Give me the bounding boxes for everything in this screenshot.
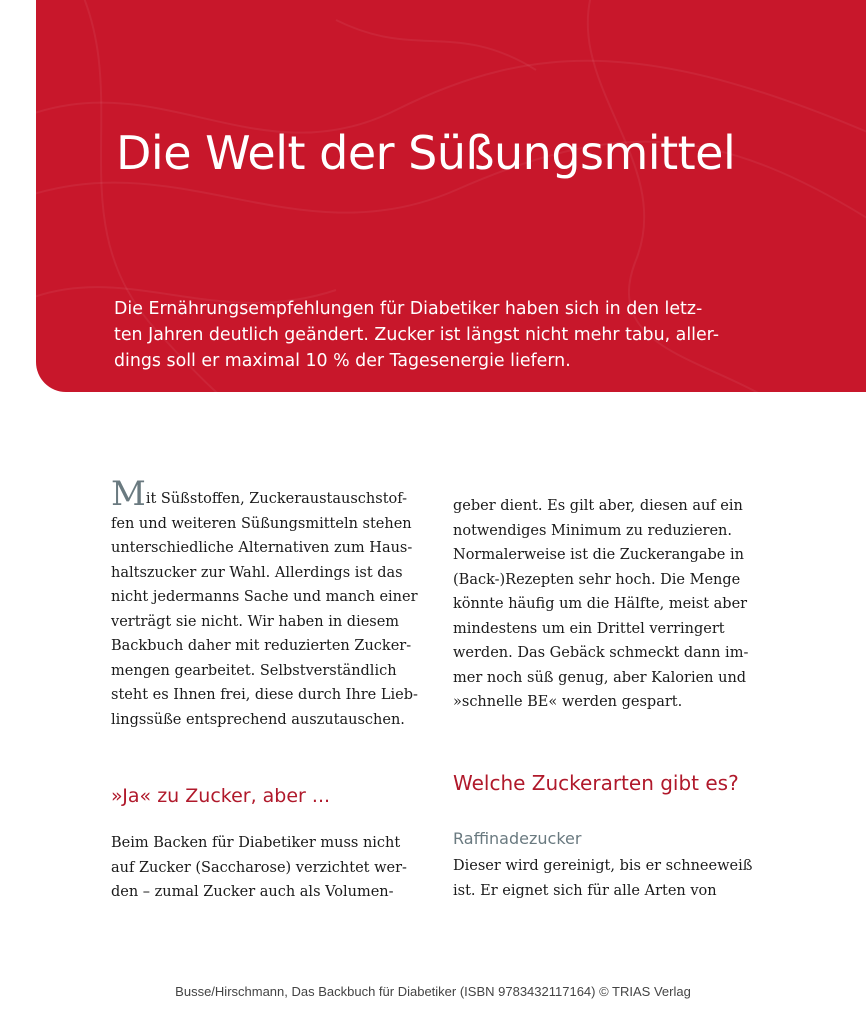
body-line: »schnelle BE« werden gespart.: [453, 694, 683, 710]
body-line: den – zumal Zucker auch als Volumen-: [111, 884, 394, 900]
body-line: könnte häufig um die Hälfte, meist aber: [453, 596, 748, 612]
body-line: geber dient. Es gilt aber, diesen auf ein: [453, 498, 743, 514]
body-line: Beim Backen für Diabetiker muss nicht: [111, 835, 401, 851]
lead-line: Die Ernährungsempfehlungen für Diabetiker haben sich in den letz-: [114, 299, 703, 319]
intro-line: mengen gearbeitet. Selbstverständlich: [111, 662, 397, 679]
intro-line: steht es Ihnen frei, diese durch Ihre Lieb-: [111, 687, 418, 703]
intro-line: haltszucker zur Wahl. Allerdings ist das: [111, 564, 403, 581]
lead-paragraph: [114, 296, 814, 374]
intro-line: verträgt sie nicht. Wir haben in diesem: [111, 613, 400, 630]
intro-column-right: [453, 494, 773, 715]
body-line: notwendiges Minimum zu reduzieren.: [453, 522, 733, 539]
drop-cap: M: [111, 474, 146, 514]
body-line: auf Zucker (Saccharose) verzichtet wer-: [111, 859, 407, 876]
intro-line: unterschiedliche Alternativen zum Haus-: [111, 540, 413, 556]
subheading-raffinadezucker: Raffinadezucker: [453, 829, 582, 848]
section-heading-ja-zu-zucker: »Ja« zu Zucker, aber ...: [111, 785, 331, 807]
section-heading-zuckerarten: Welche Zuckerarten gibt es?: [453, 771, 739, 795]
body-line: Normalerweise ist die Zuckerangabe in: [453, 547, 744, 563]
body-line: mindestens um ein Drittel verringert: [453, 620, 725, 637]
lead-line: ten Jahren deutlich geändert. Zucker ist längst nicht mehr tabu, aller-: [114, 325, 719, 345]
intro-column-left: [111, 474, 431, 732]
header-banner: [36, 0, 866, 392]
ja-zu-zucker-paragraph: [111, 831, 431, 905]
intro-line: it Süßstoffen, Zuckeraustauschstof-: [145, 491, 408, 507]
intro-first-line: [111, 474, 431, 514]
body-line: Dieser wird gereinigt, bis er schneeweiß: [453, 858, 753, 874]
page-title: Die Welt der Süßungsmittel: [116, 126, 736, 180]
intro-line: fen und weiteren Süßungsmitteln stehen: [111, 515, 412, 532]
copyright-footer: Busse/Hirschmann, Das Backbuch für Diabetiker (ISBN 9783432117164) © TRIAS Verlag: [175, 984, 691, 999]
body-line: werden. Das Gebäck schmeckt dann im-: [453, 645, 749, 661]
lead-line: dings soll er maximal 10 % der Tagesenergie liefern.: [114, 351, 571, 371]
body-line: mer noch süß genug, aber Kalorien und: [453, 669, 747, 686]
intro-line: Backbuch daher mit reduzierten Zucker-: [111, 638, 412, 654]
intro-line: lingssüße entsprechend auszutauschen.: [111, 711, 405, 728]
body-line: (Back-)Rezepten sehr hoch. Die Menge: [453, 571, 741, 588]
raffinadezucker-paragraph: [453, 854, 773, 903]
intro-line: nicht jedermanns Sache und manch einer: [111, 589, 418, 605]
body-line: ist. Er eignet sich für alle Arten von: [453, 882, 717, 899]
